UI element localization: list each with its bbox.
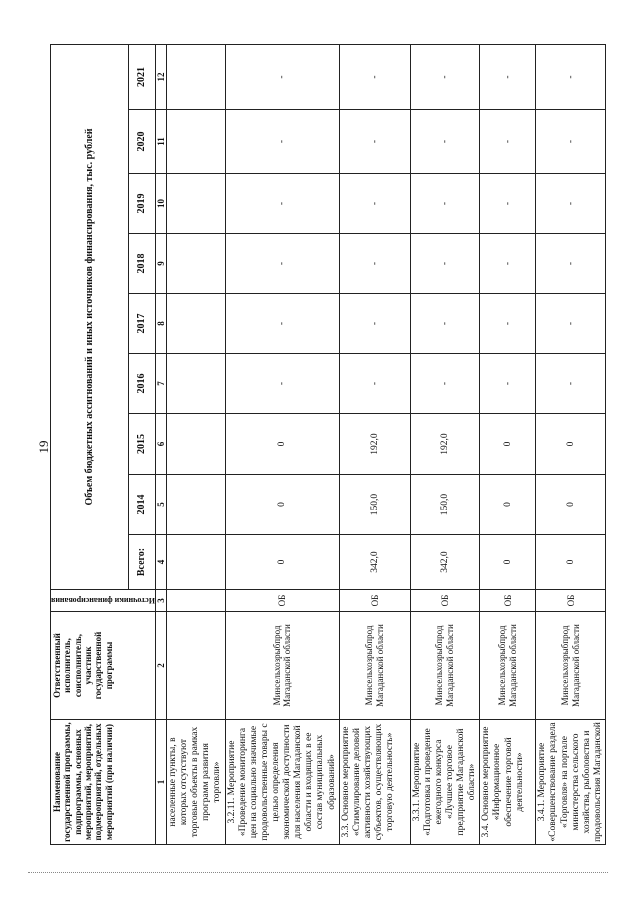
header-total: Всего: [128,535,155,590]
header-year: 2021 [128,44,155,109]
value-2020: - [225,110,339,174]
col-number: 5 [155,475,166,535]
value-2015: 0 [480,414,536,475]
row-source: ОБ [536,590,606,612]
row-name: 3.3.1. Мероприятие «Подготовка и проведение ежегодного конкурса «Лучшее торговое предприятие Магаданской области» [410,720,480,845]
col-number: 1 [155,720,166,845]
value-2014: 150,0 [410,475,480,535]
row-source: ОБ [225,590,339,612]
value-2019: - [225,174,339,234]
value-2014: 150,0 [339,475,410,535]
header-volume: Объем бюджетных ассигнований и иных источников финансирования, тыс. рублей [51,44,129,589]
value-2015: 192,0 [339,414,410,475]
row-source: ОБ [410,590,480,612]
col-number: 3 [155,590,166,612]
value-2017: - [410,294,480,354]
header-year: 2020 [128,110,155,174]
value-2018: - [410,234,480,294]
rotated-page [36,45,610,845]
value-2014: 0 [536,475,606,535]
row-responsible: Минсельхозрыбпрод Магаданской области [225,612,339,720]
table-row [225,44,339,844]
col-number: 10 [155,174,166,234]
value-2015 [166,414,225,475]
value-2014: 0 [480,475,536,535]
row-responsible: Минсельхозрыбпрод Магаданской области [339,612,410,720]
value-2018: - [339,234,410,294]
table-row [339,44,410,844]
table-row [166,44,225,844]
value-2015: 0 [225,414,339,475]
scan-bottom-line [28,872,608,873]
col-number: 4 [155,535,166,590]
header-year: 2014 [128,475,155,535]
value-total: 342,0 [410,535,480,590]
table-row [536,44,606,844]
row-source [166,590,225,612]
value-2015: 0 [536,414,606,475]
col-number: 9 [155,234,166,294]
value-2016: - [480,354,536,414]
page-number: 19 [36,440,51,454]
value-2016: - [410,354,480,414]
value-2017: - [339,294,410,354]
value-2017: - [536,294,606,354]
header-year: 2016 [128,354,155,414]
value-2021: - [536,44,606,109]
value-2018 [166,234,225,294]
value-2016 [166,354,225,414]
value-2020 [166,110,225,174]
row-source: ОБ [339,590,410,612]
value-2017: - [225,294,339,354]
value-2020: - [339,110,410,174]
value-total: 0 [225,535,339,590]
col-number: 12 [155,44,166,109]
header-responsible: Ответственный исполнитель, соисполнитель, участник государственной программы [51,612,156,720]
col-number: 2 [155,612,166,720]
value-2014 [166,475,225,535]
value-2017 [166,294,225,354]
value-2020: - [480,110,536,174]
value-2017: - [480,294,536,354]
row-source: ОБ [480,590,536,612]
value-total: 0 [536,535,606,590]
header-name: Наименование государственной программы, подпрограммы, основных мероприятий, мероприятий, подмероприятий, отдельных мероприятий (при наличии) [51,720,156,845]
row-responsible: Минсельхозрыбпрод Магаданской области [480,612,536,720]
value-2021: - [480,44,536,109]
value-2021 [166,44,225,109]
value-2021: - [339,44,410,109]
value-2016: - [536,354,606,414]
row-name: 3.4. Основное мероприятие «Информационное обеспечение торговой деятельности» [480,720,536,845]
value-2018: - [480,234,536,294]
value-2021: - [410,44,480,109]
budget-table [50,44,606,845]
header-year: 2018 [128,234,155,294]
value-2016: - [339,354,410,414]
value-total [166,535,225,590]
table-row [480,44,536,844]
value-2014: 0 [225,475,339,535]
value-2019: - [480,174,536,234]
col-number: 6 [155,414,166,475]
header-year: 2017 [128,294,155,354]
value-2019 [166,174,225,234]
value-2020: - [536,110,606,174]
row-responsible: Минсельхозрыбпрод Магаданской области [410,612,480,720]
header-year: 2019 [128,174,155,234]
row-name: населенные пункты, в которых отсутствуют торговые объекты в рамках программ развития торговли» [166,720,225,845]
value-2015: 192,0 [410,414,480,475]
value-2021: - [225,44,339,109]
row-name: 3.4.1. Мероприятие «Совершенствование раздела «Торговля» на портале министерства сельского хозяйства, рыболовства и продовольствия Магаданской [536,720,606,845]
col-number: 7 [155,354,166,414]
table-row [410,44,480,844]
row-name: 3.3. Основное мероприятие «Стимулирование деловой активности хозяйствующих субъектов, осуществляющих торговую деятельность» [339,720,410,845]
header-year: 2015 [128,414,155,475]
value-total: 342,0 [339,535,410,590]
value-2019: - [536,174,606,234]
value-2018: - [536,234,606,294]
value-2016: - [225,354,339,414]
col-number: 8 [155,294,166,354]
value-2019: - [339,174,410,234]
row-name: 3.2.11. Мероприятие «Проведение мониторинга цен на социально значимые продовольственные товары с целью определения экономической доступности для населения Магаданской области и входящих в ее состав муниципальных образований» [225,720,339,845]
value-2020: - [410,110,480,174]
col-number: 11 [155,110,166,174]
row-responsible [166,612,225,720]
value-total: 0 [480,535,536,590]
value-2019: - [410,174,480,234]
row-responsible: Минсельхозрыбпрод Магаданской области [536,612,606,720]
value-2018: - [225,234,339,294]
header-source: Источники финансирования [51,590,156,612]
